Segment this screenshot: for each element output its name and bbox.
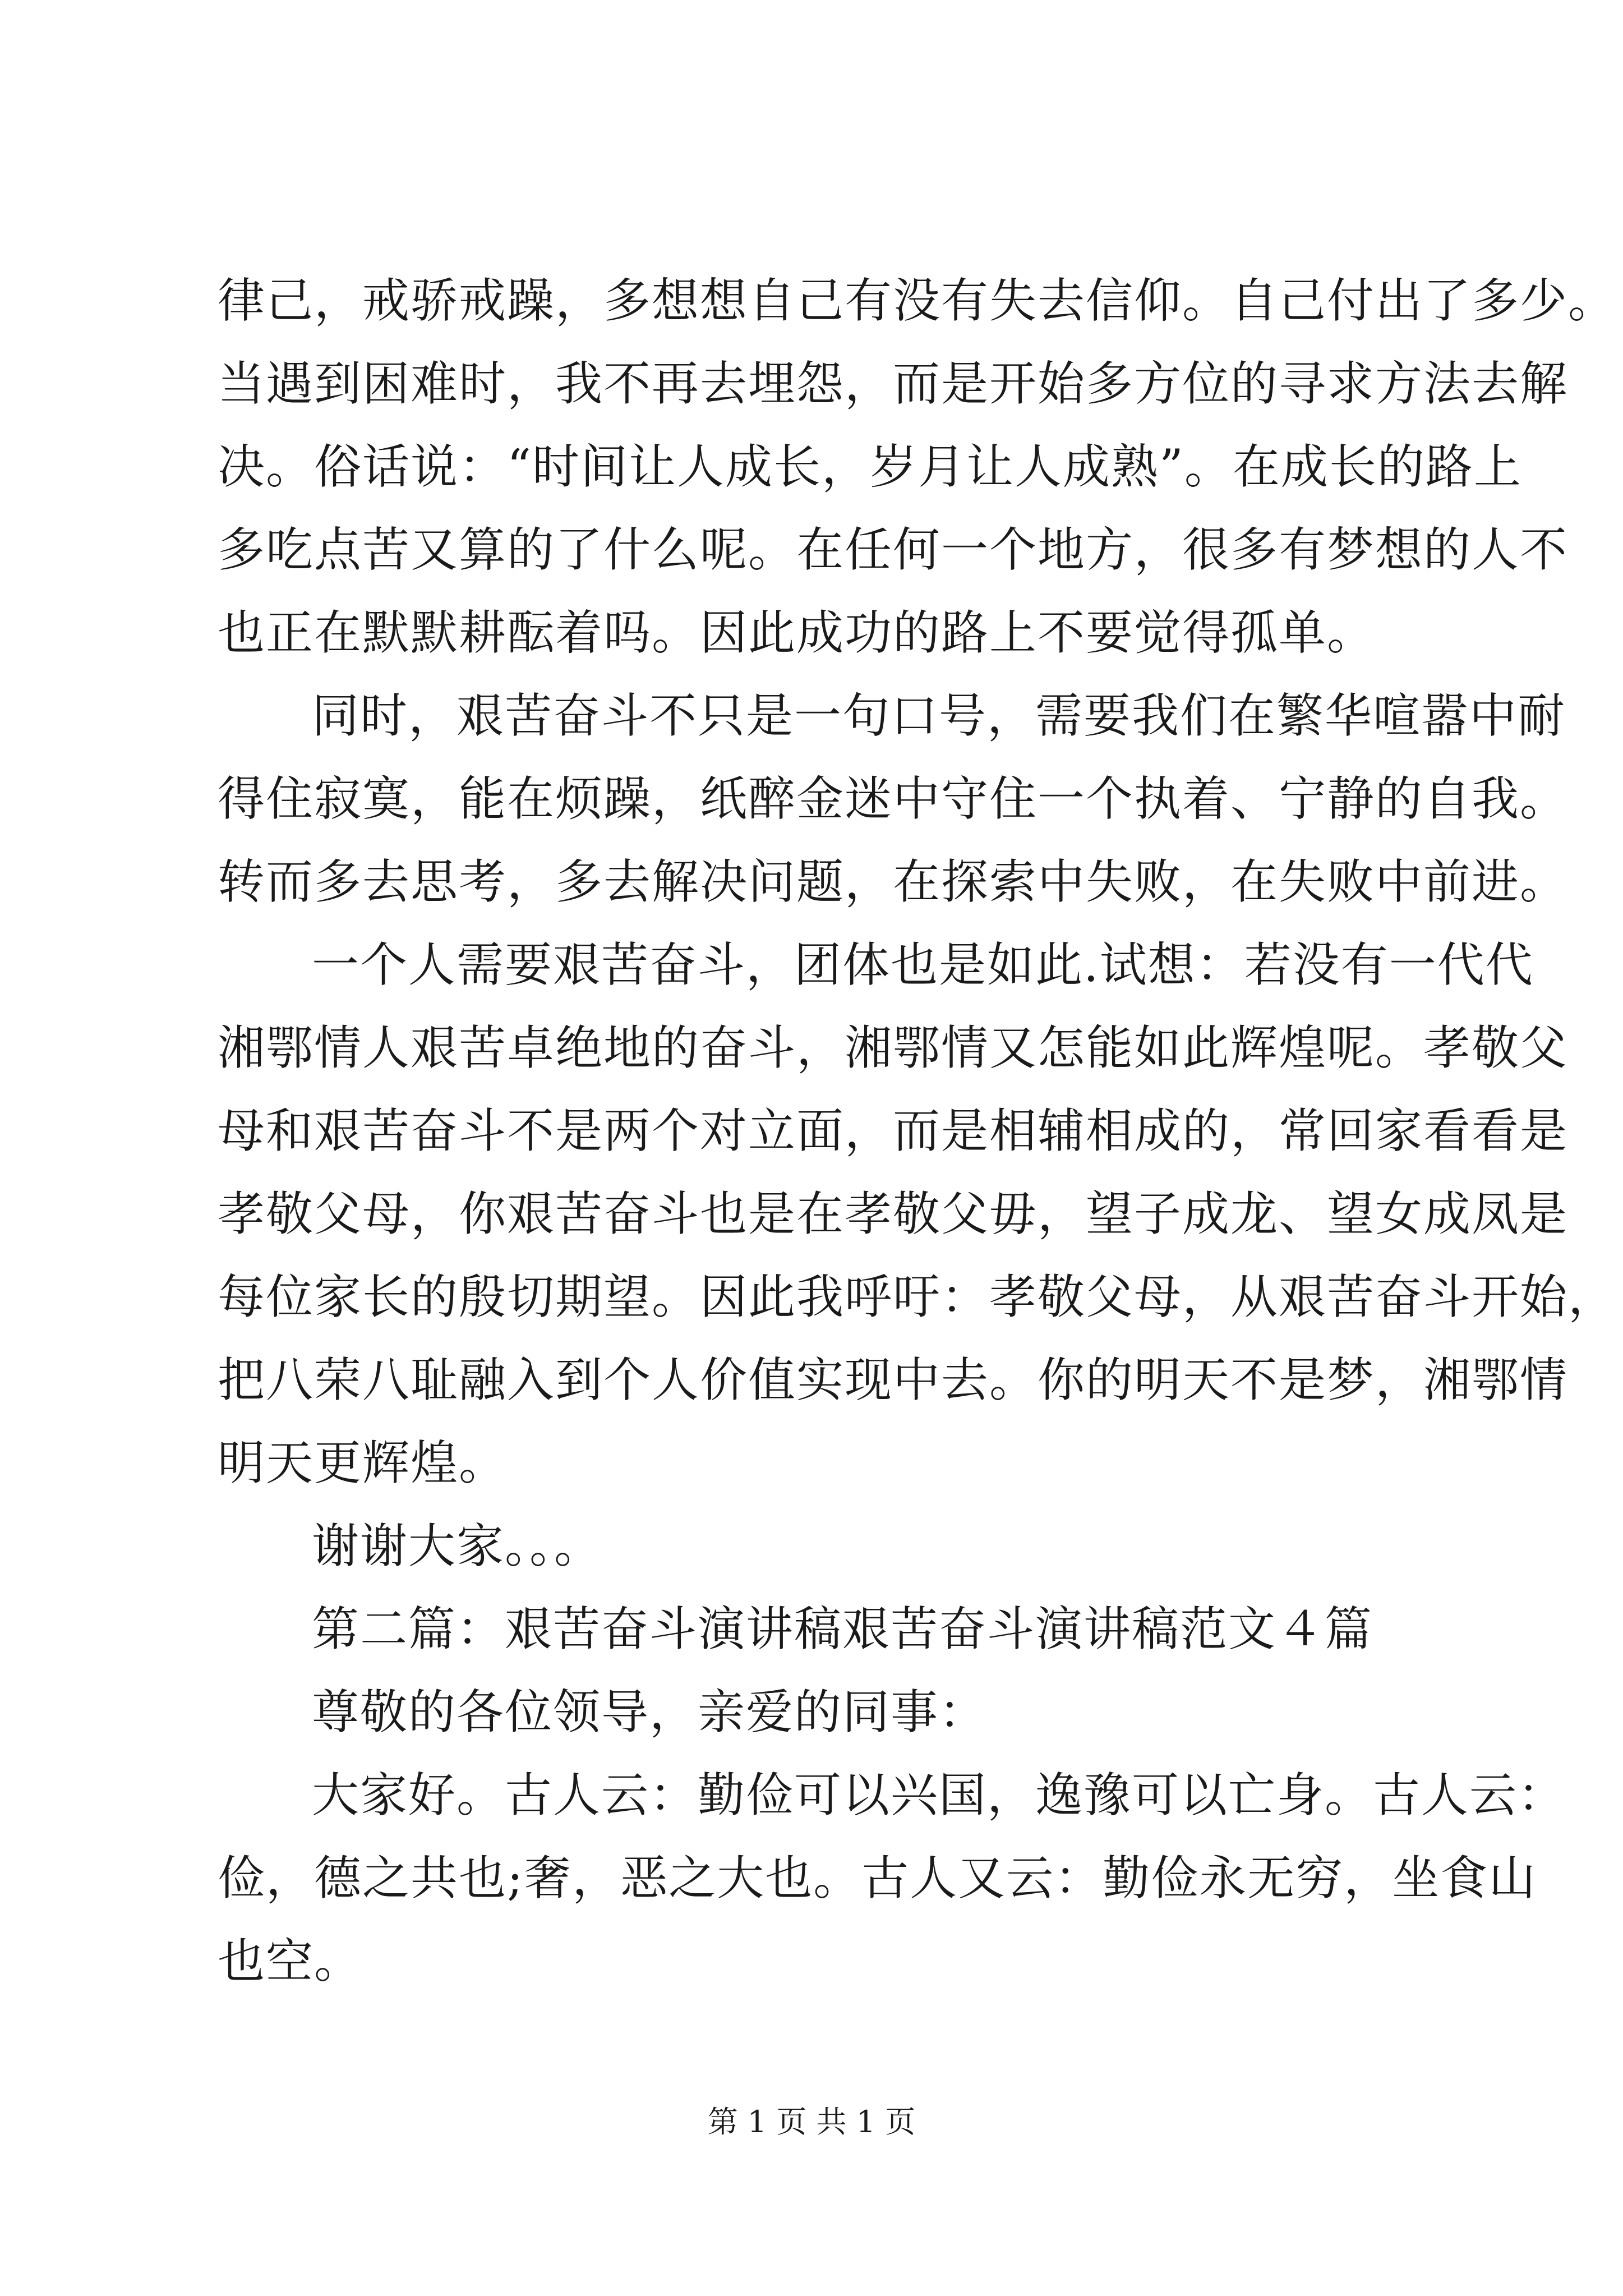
text-line: 当遇到困难时，我不再去埋怨，而是开始多方位的寻求方法去解 <box>218 356 1569 411</box>
text-line: 把八荣八耻融入到个人价值实现中去。你的明天不是梦，湘鄂情 <box>218 1352 1569 1407</box>
text-line: 尊敬的各位领导，亲爱的同事： <box>312 1685 988 1740</box>
paragraph <box>218 923 1617 1504</box>
paragraph <box>218 259 1617 674</box>
paragraph <box>218 1504 1435 1588</box>
text-line: 第二篇：艰苦奋斗演讲稿艰苦奋斗演讲稿范文４篇 <box>312 1602 1373 1657</box>
page-footer: 第 1 页 共 1 页 <box>707 2104 916 2139</box>
text-line: 得住寂寞，能在烦躁，纸醉金迷中守住一个执着、宁静的自我。 <box>218 771 1569 826</box>
paragraph <box>218 674 1569 923</box>
document-body <box>218 259 1617 2003</box>
text-line: 也空。 <box>218 1934 363 1989</box>
text-line: 同时，艰苦奋斗不只是一句口号，需要我们在繁华喧嚣中耐 <box>312 688 1566 743</box>
text-line: 谢谢大家。。。 <box>312 1519 603 1573</box>
text-line: 俭，德之共也;奢，恶之大也。古人又云：勤俭永无穷，坐食山 <box>218 1851 1537 1906</box>
text-line: 孝敬父母，你艰苦奋斗也是在孝敬父毋，望子成龙、望女成凤是 <box>218 1186 1569 1241</box>
text-line: 律己，戒骄戒躁，多想想自己有没有失去信仰。自己付出了多少。 <box>218 273 1617 328</box>
text-line: 母和艰苦奋斗不是两个对立面，而是相辅相成的，常回家看看是 <box>218 1103 1569 1158</box>
paragraph <box>218 1671 1435 1754</box>
text-line: 决。俗话说：“时间让人成长，岁月让人成熟”。在成长的路上 <box>218 439 1522 494</box>
text-line: 湘鄂情人艰苦卓绝地的奋斗，湘鄂情又怎能如此辉煌呢。孝敬父 <box>218 1020 1569 1075</box>
text-line: 转而多去思考，多去解决问题，在探索中失败，在失败中前进。 <box>218 854 1569 909</box>
paragraph <box>218 1588 1435 1671</box>
paragraph <box>218 1754 1566 2003</box>
text-line: 多吃点苦又算的了什么呢。在任何一个地方，很多有梦想的人不 <box>218 522 1569 577</box>
text-line: 一个人需要艰苦奋斗，团体也是如此.试想：若没有一代代 <box>312 937 1534 992</box>
text-line: 明天更辉煌。 <box>218 1435 508 1490</box>
text-line: 大家好。古人云：勤俭可以兴国，逸豫可以亡身。古人云： <box>312 1768 1566 1823</box>
text-line: 也正在默默耕酝着吗。因此成功的路上不要觉得孤单。 <box>218 605 1376 660</box>
text-line: 每位家长的殷切期望。因此我呼吁：孝敬父母，从艰苦奋斗开始， <box>218 1269 1617 1324</box>
